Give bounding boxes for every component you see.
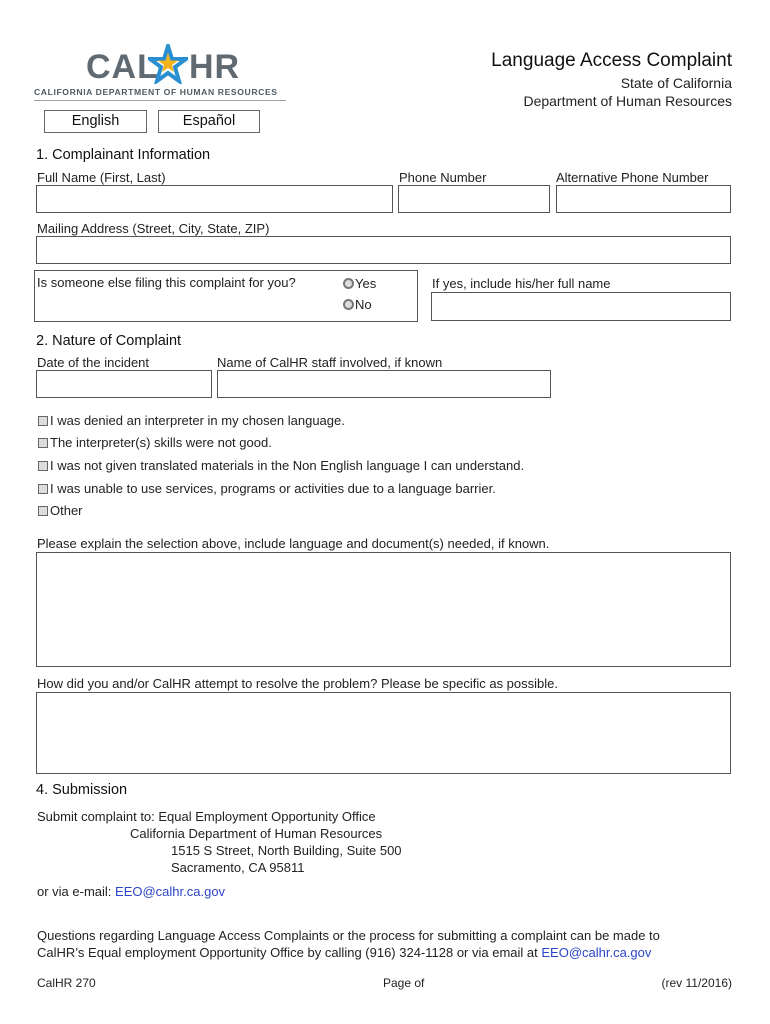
logo-word-cal: CAL: [86, 48, 159, 86]
star-icon: [148, 44, 188, 84]
phone-field[interactable]: [398, 185, 550, 213]
alt-phone-field[interactable]: [556, 185, 731, 213]
denied-interpreter-label: I was denied an interpreter in my chosen language.: [50, 413, 345, 428]
questions-line-1: Questions regarding Language Access Complaints or the process for submitting a complaint can be made to: [37, 928, 660, 943]
staff-label: Name of CalHR staff involved, if known: [217, 355, 443, 370]
other-checkbox[interactable]: [38, 506, 48, 516]
date-field[interactable]: [36, 370, 212, 398]
full-name-field[interactable]: [36, 185, 393, 213]
section4-title: 4. Submission: [36, 782, 128, 798]
form-title: Language Access Complaint: [491, 50, 732, 71]
submit-line: Submit complaint to: Equal Employment Opportunity Office: [37, 809, 376, 824]
phone-label: Phone Number: [399, 170, 487, 185]
address-line-2: 1515 S Street, North Building, Suite 500: [171, 843, 402, 858]
english-button[interactable]: English: [44, 110, 147, 133]
form-id: CalHR 270: [37, 976, 96, 990]
other-label: Other: [50, 503, 83, 518]
no-label: No: [355, 297, 372, 312]
department-label: Department of Human Resources: [523, 93, 732, 109]
calhr-logo: [34, 48, 290, 104]
email-link[interactable]: EEO@calhr.ca.gov: [115, 884, 226, 899]
section1-title: 1. Complainant Information: [36, 147, 211, 163]
logo-subtitle: CALIFORNIA DEPARTMENT OF HUMAN RESOURCES: [34, 87, 278, 97]
translated-materials-label: I was not given translated materials in the Non English language I can understand.: [50, 458, 525, 473]
logo-word-hr: HR: [189, 48, 241, 86]
address-line-3: Sacramento, CA 95811: [171, 860, 305, 875]
questions-line-2: [37, 945, 651, 960]
address-label: Mailing Address (Street, City, State, ZIP): [37, 221, 270, 236]
translated-materials-checkbox[interactable]: [38, 461, 48, 471]
logo-rule: [34, 100, 286, 101]
resolve-textarea[interactable]: [36, 692, 731, 774]
section2-title: 2. Nature of Complaint: [36, 333, 182, 349]
language-barrier-label: I was unable to use services, programs or activities due to a language barrier.: [50, 481, 496, 496]
address-line-1: California Department of Human Resources: [130, 826, 383, 841]
filer-name-field[interactable]: [431, 292, 731, 321]
spanish-button[interactable]: Español: [158, 110, 260, 133]
alt-phone-label: Alternative Phone Number: [556, 170, 709, 185]
interpreter-skills-label: The interpreter(s) skills were not good.: [50, 435, 272, 450]
address-field[interactable]: [36, 236, 731, 264]
someone-else-label: Is someone else filing this complaint for you?: [37, 275, 296, 290]
denied-interpreter-checkbox[interactable]: [38, 416, 48, 426]
resolve-label: How did you and/or CalHR attempt to resolve the problem? Please be specific as possible.: [37, 676, 558, 691]
revision: (rev 11/2016): [661, 976, 732, 990]
questions-text: CalHR’s Equal employment Opportunity Office by calling (916) 324-1128 or via email at: [37, 945, 542, 960]
state-label: State of California: [620, 75, 732, 91]
staff-field[interactable]: [217, 370, 551, 398]
explain-textarea[interactable]: [36, 552, 731, 667]
full-name-label: Full Name (First, Last): [37, 170, 166, 185]
email-prefix: or via e-mail:: [37, 884, 116, 899]
email-line: [37, 884, 225, 899]
questions-email-link[interactable]: EEO@calhr.ca.gov: [541, 945, 652, 960]
yes-radio[interactable]: [343, 278, 354, 289]
explain-label: Please explain the selection above, include language and document(s) needed, if known.: [37, 536, 550, 551]
interpreter-skills-checkbox[interactable]: [38, 438, 48, 448]
page-number: Page of: [383, 976, 425, 990]
yes-label: Yes: [355, 276, 377, 291]
language-barrier-checkbox[interactable]: [38, 484, 48, 494]
if-yes-label: If yes, include his/her full name: [432, 276, 611, 291]
date-label: Date of the incident: [37, 355, 150, 370]
no-radio[interactable]: [343, 299, 354, 310]
